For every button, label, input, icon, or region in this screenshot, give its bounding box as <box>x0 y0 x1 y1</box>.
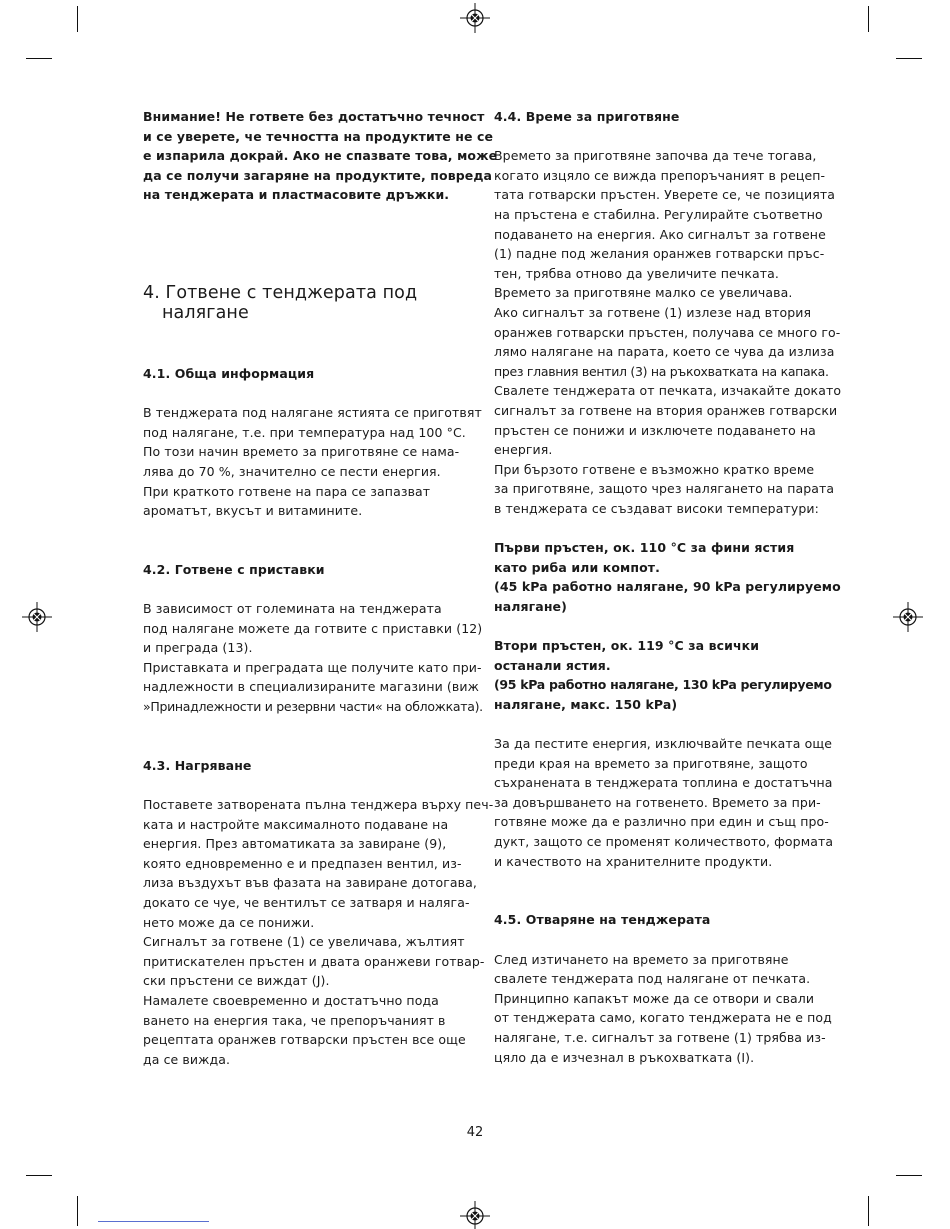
text-line: дукт, защото се променят количеството, формата <box>494 833 834 849</box>
text-line: останали ястия. <box>494 657 611 673</box>
page-number: 42 <box>466 1125 484 1140</box>
subsection-heading-4-2: 4.2. Готвене с приставки <box>143 561 325 577</box>
text-line: от тенджерата само, когато тенджерата не е под <box>494 1010 832 1026</box>
text-line: лиза въздухът във фазата на завиране дотогава, <box>143 875 477 891</box>
section-heading-line: 4. Готвене с тенджерата под <box>143 282 418 303</box>
subsection-heading-4-1: 4.1. Обща информация <box>143 365 315 381</box>
text-line: тен, трябва отново да увеличите печката. <box>494 265 779 281</box>
text-line: Свалете тенджерата от печката, изчакайте докато <box>494 383 842 399</box>
subsection-heading-4-5: 4.5. Отваряне на тенджерата <box>494 912 711 928</box>
paragraph-4-3 <box>143 795 494 1069</box>
text-line: подаването на енергия. Ако сигналът за готвене <box>494 226 826 242</box>
text-line: При краткото готвене на пара се запазват <box>143 483 431 499</box>
text-line: ването на енергия така, че препоръчаният в <box>143 1012 446 1028</box>
text-line: ски пръстени се виждат (J). <box>143 973 330 989</box>
paragraph-4-5 <box>494 950 832 1068</box>
crop-mark-top-right-h <box>896 58 922 59</box>
text-line: да се вижда. <box>143 1051 231 1067</box>
energy-paragraph <box>494 734 834 871</box>
text-line: съхранената в тенджерата топлина е достатъчна <box>494 775 833 791</box>
text-line: е изпарила докрай. Ако не спазвате това, може <box>143 148 498 164</box>
crop-mark-bottom-right-v <box>868 1196 869 1226</box>
text-line: Втори пръстен, ок. 119 °C за всички <box>494 638 760 654</box>
paragraph-4-4 <box>494 146 842 518</box>
text-line: При бързото готвене е възможно кратко време <box>494 461 815 477</box>
text-line: под налягане можете да готвите с приставки (12) <box>143 620 483 636</box>
text-line: Поставете затворената пълна тенджера върху печ- <box>143 797 494 813</box>
text-line: за довършването на готвенето. Времето за при- <box>494 794 821 810</box>
bottom-edge-line <box>98 1221 209 1222</box>
text-line: Времето за приготвяне започва да тече тогава, <box>494 148 817 164</box>
text-line: пръстен се понижи и изключете подаването на <box>494 422 816 438</box>
text-line: и качеството на хранителните продукти. <box>494 853 773 869</box>
text-line: Намалете своевременно и достатъчно пода <box>143 992 439 1008</box>
text-line: на тенджерата и пластмасовите дръжки. <box>143 187 450 203</box>
text-line: лява до 70 %, значително се пести енергия. <box>143 463 441 479</box>
text-line: В зависимост от големината на тенджерата <box>143 601 442 617</box>
text-line: нето може да се понижи. <box>143 914 315 930</box>
text-line: Първи пръстен, ок. 110 °C за фини ястия <box>494 540 795 556</box>
section-heading-line: налягане <box>162 302 249 323</box>
text-line: Ако сигналът за готвене (1) излезе над втория <box>494 304 812 320</box>
text-line: притискателен пръстен и двата оранжеви готвар- <box>143 953 485 969</box>
text-line: Принципно капакът може да се отвори и свали <box>494 990 815 1006</box>
text-line: (45 kPa работно налягане, 90 kPa регулируемо <box>494 579 841 595</box>
subsection-heading-4-3: 4.3. Нагряване <box>143 757 252 773</box>
subsection-heading-4-4: 4.4. Време за приготвяне <box>494 109 680 124</box>
warning-paragraph <box>143 107 498 205</box>
text-line: лямо налягане на парата, което се чува да излиза <box>494 344 835 360</box>
crop-mark-top-right-v <box>868 6 869 32</box>
registration-crosshair-icon <box>893 602 923 632</box>
text-line: налягане, макс. 150 kPa) <box>494 696 678 712</box>
text-line: готвяне може да е различно при един и същ про- <box>494 814 829 830</box>
text-line: и преграда (13). <box>143 640 253 656</box>
text-line: тата готварски пръстен. Уверете се, че позицията <box>494 187 836 203</box>
text-line: за приготвяне, защото чрез налягането на парата <box>494 481 835 497</box>
right-column <box>494 107 842 1067</box>
registration-crosshair-icon <box>460 1201 490 1229</box>
text-line: След изтичането на времето за приготвяне <box>494 951 789 967</box>
text-line: която едновременно е и предпазен вентил, из- <box>143 855 462 871</box>
text-line: като риба или компот. <box>494 559 660 575</box>
text-line: докато се чуе, че вентилът се затваря и наляга- <box>143 895 470 910</box>
crop-mark-bottom-left-h <box>26 1175 52 1176</box>
left-column <box>143 107 498 1069</box>
text-line: рецептата оранжев готварски пръстен все още <box>143 1032 466 1048</box>
text-line: По този начин времето за приготвяне се нама- <box>143 444 460 460</box>
text-line: в тенджерата се създават високи температури: <box>494 500 819 516</box>
registration-crosshair-icon <box>460 3 490 33</box>
text-line: Внимание! Не гответе без достатъчно течност <box>143 109 485 124</box>
text-line: (1) падне под желания оранжев готварски пръс- <box>494 246 825 262</box>
text-line: надлежности в специализираните магазини (виж <box>143 679 479 695</box>
text-line: ароматът, вкусът и витамините. <box>143 503 363 519</box>
ring-one-info <box>494 538 841 616</box>
text-line: сигналът за готвене на втория оранжев готварски <box>494 402 838 418</box>
text-line: налягане) <box>494 598 567 614</box>
text-line: налягане, т.е. сигналът за готвене (1) трябва из- <box>494 1029 826 1045</box>
text-line: енергия. <box>494 442 553 458</box>
text-line: »Принадлежности и резервни части« на обложката). <box>143 699 483 715</box>
text-line: през главния вентил (3) на ръкохватката на капака. <box>494 363 829 379</box>
crop-mark-bottom-left-v <box>77 1196 78 1226</box>
text-line: на пръстена е стабилна. Регулирайте съответно <box>494 206 823 222</box>
text-line: под налягане, т.е. при температура над 100 °C. <box>143 424 466 440</box>
text-line: В тенджерата под налягане ястията се приготвят <box>143 405 482 421</box>
ring-two-info <box>494 636 832 714</box>
crop-mark-bottom-right-h <box>896 1175 922 1176</box>
text-line: енергия. През автоматиката за завиране (9), <box>143 836 447 852</box>
registration-crosshair-icon <box>22 602 52 632</box>
text-line: оранжев готварски пръстен, получава се много го- <box>494 324 841 340</box>
text-line: преди края на времето за приготвяне, защото <box>494 755 808 771</box>
crop-mark-top-left-v <box>77 6 78 32</box>
text-line: да се получи загаряне на продуктите, повреда <box>143 167 493 183</box>
text-line: когато изцяло се вижда препоръчаният в рецеп- <box>494 167 826 183</box>
crop-mark-top-left-h <box>26 58 52 59</box>
section-heading <box>143 283 471 323</box>
text-line: Сигналът за готвене (1) се увеличава, жълтият <box>143 934 465 950</box>
text-line: цяло да е изчезнал в ръкохватката (I). <box>494 1049 755 1065</box>
paragraph-4-1 <box>143 403 482 521</box>
paragraph-4-2 <box>143 599 483 717</box>
text-line: За да пестите енергия, изключвайте печката още <box>494 736 833 751</box>
text-line: и се уверете, че течността на продуктите не се <box>143 128 494 144</box>
text-line: Приставката и преградата ще получите като при- <box>143 659 482 675</box>
text-line: Времето за приготвяне малко се увеличава. <box>494 285 793 301</box>
text-line: (95 kPa работно налягане, 130 kPa регулируемо <box>494 677 832 693</box>
text-line: ката и настройте максималното подаване на <box>143 816 449 832</box>
text-line: свалете тенджерата под налягане от печката. <box>494 971 811 987</box>
